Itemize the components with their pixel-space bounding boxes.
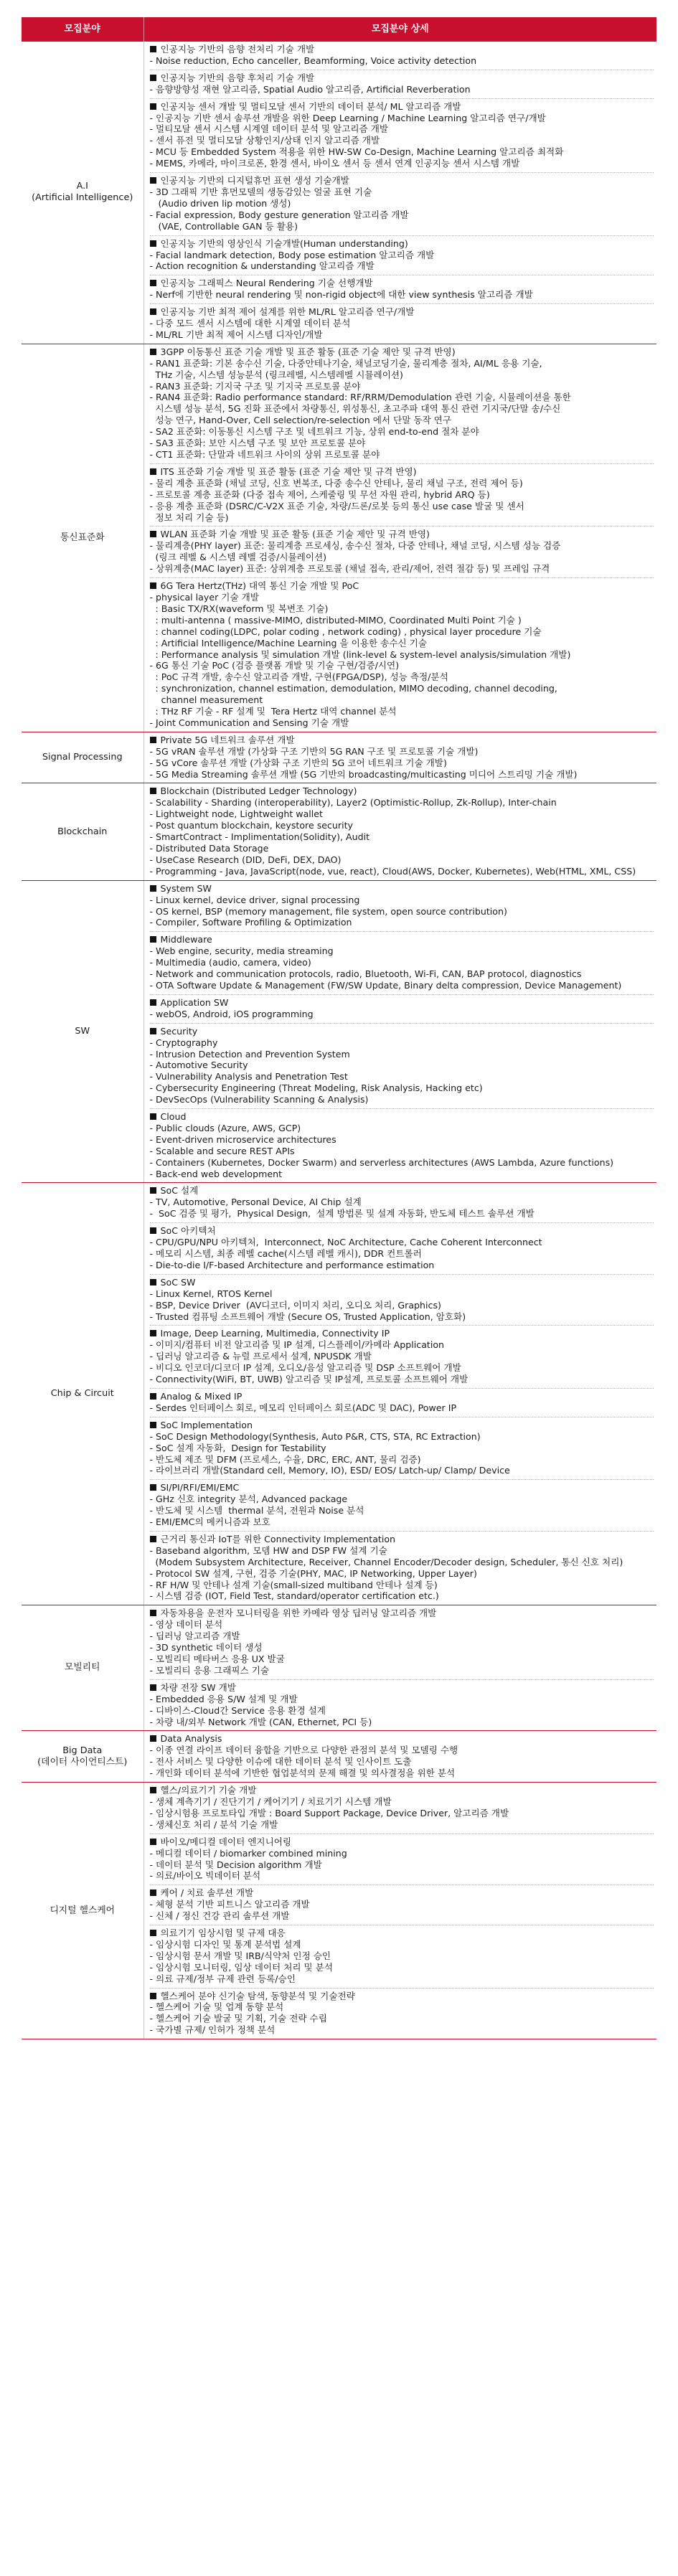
detail-item: - 3D 그래픽 기반 휴먼모델의 생동감있는 얼굴 표현 기술 bbox=[149, 186, 372, 197]
table-header-row bbox=[22, 17, 656, 42]
detail-block-title-text: 차량 전장 SW 개발 bbox=[160, 1681, 236, 1693]
detail-block-title-text: SoC 아키텍처 bbox=[160, 1225, 216, 1237]
detail-item: channel measurement bbox=[149, 694, 263, 706]
category-name: 디지털 헬스케어 bbox=[22, 1783, 143, 2039]
category-name: 통신표준화 bbox=[22, 344, 143, 732]
detail-item: : THz RF 기술 - RF 설계 및 Tera Hertz 대역 channel 분석 bbox=[149, 706, 397, 717]
detail-item: - MCU 등 Embedded System 적용을 위한 HW-SW Co-Design, Machine Learning 알고리즘 최적화 bbox=[149, 146, 564, 158]
detail-block-title bbox=[150, 934, 654, 945]
detail-item: - 차량 내/외부 Network 개발 (CAN, Ethernet, PCI 등) bbox=[149, 1716, 372, 1727]
square-bullet-icon bbox=[150, 1610, 156, 1616]
detail-block-title bbox=[150, 785, 654, 797]
square-bullet-icon bbox=[150, 240, 156, 247]
detail-block-title-text: SoC SW bbox=[160, 1276, 196, 1288]
detail-item: - 헬스케어 기술 및 업계 동향 분석 bbox=[149, 2001, 284, 2013]
detail-block bbox=[150, 99, 654, 173]
detail-block bbox=[150, 464, 654, 527]
detail-block-title-text: 근거리 통신과 IoT를 위한 Connectivity Implementation bbox=[160, 1533, 396, 1544]
detail-item: 정보 처리 기술 등) bbox=[149, 511, 229, 523]
detail-block-title-text: 6G Tera Hertz(THz) 대역 통신 기술 개발 및 PoC bbox=[160, 580, 359, 592]
detail-item: - 데이터 분석 및 Decision algorithm 개발 bbox=[149, 1859, 322, 1870]
detail-item: - SoC 검증 및 평가, Physical Design, 설계 방법론 및 설계 자동화, 반도체 테스트 솔루션 개발 bbox=[149, 1208, 535, 1219]
detail-item: THz 기술, 시스템 성능분석 (링크레벨, 시스템레벨 시뮬레이션) bbox=[149, 369, 403, 380]
detail-block bbox=[150, 732, 654, 783]
detail-item: - RF H/W 및 안테나 설계 기술(small-sized multiband 안테나 설계 등) bbox=[149, 1579, 438, 1590]
detail-item: - Action recognition & understanding 알고리즘 개발 bbox=[149, 260, 375, 272]
detail-item: - 시스템 검증 (IOT, Field Test, standard/operator certification etc.) bbox=[149, 1590, 439, 1602]
detail-item: : Performance analysis 및 simulation 개발 (link-level & system-level analysis/simulation 개발) bbox=[149, 648, 571, 660]
square-bullet-icon bbox=[150, 1028, 156, 1034]
detail-item: - Facial expression, Body gesture generation 알고리즘 개발 bbox=[149, 209, 409, 220]
detail-item: (링크 레벨 & 시스템 레벨 검증/시뮬레이션) bbox=[149, 552, 327, 563]
detail-item: - Linux Kernel, RTOS Kernel bbox=[149, 1288, 273, 1299]
detail-block bbox=[150, 275, 654, 304]
detail-block bbox=[150, 173, 654, 236]
detail-block-title bbox=[150, 997, 654, 1009]
detail-item: - RAN1 표준화: 기본 송수신 기술, 다중안테나기술, 채널코딩기술, 물리계층 절차, AI/ML 응용 기술, bbox=[149, 357, 542, 369]
detail-block-title-text: 인공지능 센서 개발 및 멀티모달 센서 기반의 데이터 분석/ ML 알고리즘 개발 bbox=[160, 100, 461, 112]
detail-block-title bbox=[150, 278, 654, 289]
detail-block bbox=[150, 1834, 654, 1886]
detail-block-title bbox=[150, 529, 654, 540]
category-row bbox=[22, 1605, 656, 1731]
detail-item: : channel coding(LDPC, polar coding , network coding) , physical layer procedure 기술 bbox=[149, 626, 542, 637]
detail-item: - Baseband algorithm, 모뎀 HW and DSP FW 설계 기술 bbox=[149, 1544, 387, 1556]
detail-block-title-text: Private 5G 네트워크 솔루션 개발 bbox=[160, 734, 295, 745]
detail-item: : Basic TX/RX(waveform 및 복변조 기술) bbox=[149, 603, 329, 614]
detail-block-title bbox=[150, 72, 654, 84]
detail-block bbox=[150, 42, 654, 70]
detail-block-title-text: Middleware bbox=[160, 934, 212, 945]
detail-item: - 메디컬 데이터 / biomarker combined mining bbox=[149, 1847, 347, 1859]
detail-item: : Artificial Intelligence/Machine Learning 을 이용한 송수신 기술 bbox=[149, 637, 427, 648]
detail-block-title-text: SoC Implementation bbox=[160, 1419, 253, 1430]
detail-block-title-text: ITS 표준화 기술 개발 및 표준 활동 (표준 기술 제안 및 규격 반영) bbox=[160, 466, 417, 477]
square-bullet-icon bbox=[150, 1930, 156, 1936]
category-details bbox=[143, 42, 656, 344]
detail-item: 성능 연구, Hand-Over, Cell selection/re-selection 에서 단말 동작 연구 bbox=[149, 415, 452, 426]
square-bullet-icon bbox=[150, 1839, 156, 1845]
square-bullet-icon bbox=[150, 1484, 156, 1491]
detail-item: - Distributed Data Storage bbox=[149, 843, 269, 854]
detail-item: - OS kernel, BSP (memory management, file system, open source contribution) bbox=[149, 905, 507, 917]
detail-item: - Back-end web development bbox=[149, 1168, 283, 1179]
detail-block-title bbox=[150, 1482, 654, 1494]
detail-item: : PoC 규격 개발, 송수신 알고리즘 개발, 구현(FPGA/DSP), 성능 측정/분석 bbox=[149, 671, 448, 683]
square-bullet-icon bbox=[150, 1422, 156, 1428]
detail-item: - Scalable and secure REST APIs bbox=[149, 1145, 295, 1156]
detail-block-title bbox=[150, 1328, 654, 1339]
detail-block-title bbox=[150, 101, 654, 113]
detail-block-title-text: Cloud bbox=[160, 1111, 187, 1123]
square-bullet-icon bbox=[150, 1393, 156, 1400]
detail-item: - 5G vCore 솔루션 개발 (가상화 구조 기반의 5G 코어 네트워크 기술 개발) bbox=[149, 757, 447, 768]
square-bullet-icon bbox=[150, 582, 156, 589]
square-bullet-icon bbox=[150, 788, 156, 794]
detail-item: - 체형 분석 기반 피트니스 알고리즘 개발 bbox=[149, 1899, 310, 1910]
detail-block-title-text: 헬스/의료기기 기술 개발 bbox=[160, 1785, 257, 1796]
detail-item: - 센서 퓨전 및 멀티모달 상황인지/상태 인지 알고리즘 개발 bbox=[149, 135, 380, 146]
category-name: SW bbox=[22, 880, 143, 1183]
detail-block-title-text: 헬스케어 분야 신기술 탐색, 동향분석 및 기술전략 bbox=[160, 1990, 355, 2001]
detail-item: - 물리계층(PHY layer) 표준: 물리계층 프로세싱, 송수신 절차, 다중 안테나, 채널 코딩, 시스템 성능 검증 bbox=[149, 540, 561, 552]
detail-block-title bbox=[150, 1785, 654, 1796]
detail-block bbox=[150, 1988, 654, 2039]
detail-item: - 모빌리티 메타버스 응용 UX 발굴 bbox=[149, 1653, 285, 1664]
detail-item: - 비디오 인코더/디코더 IP 설계, 오디오/음성 알고리즘 및 DSP 소프트웨어 개발 bbox=[149, 1362, 461, 1374]
detail-block-title-text: 의료기기 임상시험 및 규제 대응 bbox=[160, 1928, 286, 1939]
detail-item: - Linux kernel, device driver, signal processing bbox=[149, 894, 360, 905]
detail-block-title bbox=[150, 346, 654, 358]
detail-block-title bbox=[150, 1682, 654, 1694]
detail-block bbox=[150, 1417, 654, 1481]
detail-block bbox=[150, 1731, 654, 1782]
detail-item: - 딥러닝 알고리즘 개발 bbox=[149, 1631, 240, 1642]
detail-item: - SoC 설계 자동화, Design for Testability bbox=[149, 1442, 326, 1453]
detail-item: - 반도체 제조 및 DFM (프로세스, 수율, DRC, ERC, ANT, 물리 검증) bbox=[149, 1453, 421, 1465]
category-details bbox=[143, 732, 656, 783]
detail-item: - GHz 신호 integrity 분석, Advanced package bbox=[149, 1494, 348, 1505]
header-category: 모집분야 bbox=[22, 17, 143, 42]
category-row bbox=[22, 42, 656, 344]
square-bullet-icon bbox=[150, 1227, 156, 1234]
category-row bbox=[22, 1783, 656, 2039]
category-details bbox=[143, 1731, 656, 1783]
category-name: Chip & Circuit bbox=[22, 1183, 143, 1605]
category-details bbox=[143, 783, 656, 880]
category-row bbox=[22, 344, 656, 732]
detail-item: - Vulnerability Analysis and Penetration Test bbox=[149, 1071, 348, 1082]
detail-block-title bbox=[150, 580, 654, 592]
detail-item: (Modem Subsystem Architecture, Receiver, Channel Encoder/Decoder design, Scheduler, 통신 신호 처리) bbox=[149, 1556, 623, 1567]
detail-block-title-text: Data Analysis bbox=[160, 1733, 222, 1745]
category-row bbox=[22, 1731, 656, 1783]
detail-item: - 음향방향성 재현 알고리즘, Spatial Audio 알고리즘, Artificial Reverberation bbox=[149, 83, 471, 95]
detail-item: - Compiler, Software Profiling & Optimization bbox=[149, 917, 352, 928]
detail-block bbox=[150, 1680, 654, 1731]
detail-item: - UseCase Research (DID, DeFi, DEX, DAO) bbox=[149, 854, 342, 865]
detail-block-title bbox=[150, 1608, 654, 1619]
detail-block bbox=[150, 1183, 654, 1223]
detail-item: - 메모리 시스템, 최종 레벨 cache(시스템 레벨 캐시), DDR 컨트롤러 bbox=[149, 1248, 422, 1259]
detail-item: - 딥러닝 알고리즘 & 뉴럴 프로세서 설계, NPUSDK 개발 bbox=[149, 1351, 372, 1362]
detail-block-title-text: 인공지능 기반의 디지털휴먼 표현 생성 기술개발 bbox=[160, 175, 349, 187]
detail-block-title bbox=[150, 883, 654, 895]
detail-item: - ML/RL 기반 최적 제어 시스템 디자인/개발 bbox=[149, 329, 323, 340]
detail-item: - Containers (Kubernetes, Docker Swarm) and serverless architectures (AWS Lambda, Azure functions) bbox=[149, 1156, 614, 1168]
detail-block-title-text: 인공지능 기반의 음향 후처리 기술 개발 bbox=[160, 72, 315, 83]
square-bullet-icon bbox=[150, 75, 156, 81]
detail-item: - Scalability - Sharding (interoperability), Layer2 (Optimistic-Rollup, Zk-Rollup), Inter-chain bbox=[149, 797, 557, 808]
detail-item: - 개인화 데이터 분석에 기반한 협업분석의 문제 해결 및 의사결정을 위한 분석 bbox=[149, 1768, 456, 1779]
detail-block-title bbox=[150, 306, 654, 318]
detail-item: - 프로토콜 계층 표준화 (다중 접속 제어, 스케줄링 및 무선 자원 관리, hybrid ARQ 등) bbox=[149, 489, 490, 500]
detail-item: - Event-driven microservice architectures bbox=[149, 1133, 336, 1145]
detail-item: (VAE, Controllable GAN 등 활용) bbox=[149, 220, 298, 232]
detail-item: - TV, Automotive, Personal Device, AI Chip 설계 bbox=[149, 1197, 362, 1208]
detail-block bbox=[150, 881, 654, 933]
detail-block-title bbox=[150, 1928, 654, 1939]
detail-item: - RAN3 표준화: 기지국 구조 및 기지국 프로토콜 분야 bbox=[149, 380, 361, 392]
detail-item: - Network and communication protocols, radio, Bluetooth, Wi-Fi, CAN, BAP protocol, diagnostics bbox=[149, 968, 582, 980]
detail-item: - RAN4 표준화: Radio performance standard: RF/RRM/Demodulation 관련 기술, 시뮬레이션을 통한 bbox=[149, 392, 571, 403]
detail-block-title bbox=[150, 1026, 654, 1037]
detail-item: - 임상시험 문서 개발 및 IRB/식약처 인정 승인 bbox=[149, 1950, 331, 1961]
square-bullet-icon bbox=[150, 1279, 156, 1285]
square-bullet-icon bbox=[150, 737, 156, 743]
detail-item: - SmartContract - Implimentation(Solidity), Audit bbox=[149, 831, 370, 843]
detail-item: - Embedded 응용 S/W 설계 및 개발 bbox=[149, 1693, 298, 1704]
detail-block bbox=[150, 995, 654, 1024]
square-bullet-icon bbox=[150, 468, 156, 475]
detail-item: - SA3 표준화: 보안 시스템 구조 및 보안 프로토콜 분야 bbox=[149, 438, 366, 449]
detail-item: - 의료/바이오 빅데이터 분석 bbox=[149, 1870, 261, 1882]
detail-block-title-text: 바이오/메디컬 데이터 엔지니어링 bbox=[160, 1836, 292, 1847]
detail-item: - 응용 계층 표준화 (DSRC/C-V2X 표준 기술, 차량/드론/로봇 등의 통신 use case 발굴 및 센서 bbox=[149, 500, 524, 511]
detail-item: - 이미지/컴퓨터 비전 알고리즘 및 IP 설계, 디스플레이/카메라 Application bbox=[149, 1339, 445, 1351]
detail-item: - 국가별 규제/ 인허가 정책 분석 bbox=[149, 2024, 276, 2036]
detail-block bbox=[150, 1605, 654, 1679]
detail-item: - 헬스케어 기술 발굴 및 기획, 기술 전략 수립 bbox=[149, 2013, 327, 2024]
detail-item: - 임상시험 디자인 및 통계 분석법 설계 bbox=[149, 1938, 301, 1950]
square-bullet-icon bbox=[150, 1684, 156, 1691]
detail-block bbox=[150, 1532, 654, 1605]
detail-item: - OTA Software Update & Management (FW/SW Update, Binary delta compression, Device Management) bbox=[149, 979, 622, 991]
square-bullet-icon bbox=[150, 936, 156, 943]
square-bullet-icon bbox=[150, 1787, 156, 1793]
detail-item: - Web engine, security, media streaming bbox=[149, 945, 334, 957]
detail-item: - 신체 / 정신 건강 관리 솔루션 개발 bbox=[149, 1910, 290, 1922]
detail-block-title-text: Security bbox=[160, 1025, 198, 1037]
detail-item: - Automotive Security bbox=[149, 1060, 248, 1071]
detail-item: - 상위계층(MAC layer) 표준: 상위계층 프로토콜 (채널 접속, 관리/제어, 전력 절감 등) 및 프레임 규격 bbox=[149, 563, 550, 575]
detail-block-title bbox=[150, 175, 654, 187]
detail-block-title bbox=[150, 1733, 654, 1745]
detail-item: - Cybersecurity Engineering (Threat Modeling, Risk Analysis, Hacking etc) bbox=[149, 1082, 483, 1094]
detail-block bbox=[150, 344, 654, 464]
detail-item: - 모빌리티 응용 그래픽스 기술 bbox=[149, 1664, 270, 1676]
detail-item: - 5G Media Streaming 솔루션 개발 (5G 기반의 broadcasting/multicasting 미디어 스트리밍 기술 개발) bbox=[149, 768, 578, 780]
detail-item: - Facial landmark detection, Body pose estimation 알고리즘 개발 bbox=[149, 249, 435, 260]
category-details bbox=[143, 1183, 656, 1605]
detail-block-title bbox=[150, 238, 654, 250]
detail-item: - physical layer 기술 개발 bbox=[149, 591, 259, 603]
category-details bbox=[143, 1783, 656, 2039]
detail-block bbox=[150, 1109, 654, 1182]
detail-block bbox=[150, 932, 654, 995]
detail-item: - 임상시험 모니터링, 임상 데이터 처리 및 분석 bbox=[149, 1961, 334, 1973]
detail-item: - MEMS, 카메라, 마이크로폰, 환경 센서, 바이오 센서 등 센서 연계 인공지능 센서 시스템 개발 bbox=[149, 158, 520, 169]
detail-item: - Connectivity(WiFi, BT, UWB) 알고리즘 및 IP설계, 프로토콜 소프트웨어 개발 bbox=[149, 1374, 469, 1385]
detail-block bbox=[150, 578, 654, 732]
square-bullet-icon bbox=[150, 531, 156, 537]
detail-item: - 3D synthetic 데이터 생성 bbox=[149, 1642, 263, 1653]
detail-item: - Programming - Java, JavaScript(node, vue, react), Cloud(AWS, Docker, Kubernetes), Web(HTML, XML, CSS) bbox=[149, 865, 636, 877]
detail-item: - Die-to-die I/F-based Architecture and performance estimation bbox=[149, 1259, 435, 1270]
category-name: 모빌리티 bbox=[22, 1605, 143, 1731]
detail-block-title-text: 3GPP 이동통신 표준 기술 개발 및 표준 활동 (표준 기술 제안 및 규격 반영) bbox=[160, 346, 456, 357]
detail-item: - 의료 규제/정부 규제 관련 등록/승인 bbox=[149, 1973, 296, 1984]
detail-block bbox=[150, 1275, 654, 1326]
detail-block bbox=[150, 1783, 654, 1834]
detail-block bbox=[150, 783, 654, 879]
detail-block bbox=[150, 70, 654, 99]
detail-item: : synchronization, channel estimation, demodulation, MIMO decoding, channel decoding, bbox=[149, 683, 557, 694]
detail-item: - Noise reduction, Echo canceller, Beamforming, Voice activity detection bbox=[149, 55, 477, 66]
category-row bbox=[22, 880, 656, 1183]
square-bullet-icon bbox=[150, 349, 156, 355]
detail-block-title-text: Image, Deep Learning, Multimedia, Connectivity IP bbox=[160, 1328, 390, 1339]
detail-item: - 5G vRAN 솔루션 개발 (가상화 구조 기반의 5G RAN 구조 및 프로토콜 기술 개발) bbox=[149, 745, 479, 757]
detail-block bbox=[150, 1389, 654, 1417]
detail-item: - webOS, Android, iOS programming bbox=[149, 1008, 314, 1019]
detail-item: - 인공지능 기반 센서 솔루션 개발을 위한 Deep Learning / Machine Learning 알고리즘 연구/개발 bbox=[149, 112, 546, 123]
detail-block bbox=[150, 527, 654, 578]
category-details bbox=[143, 1605, 656, 1731]
detail-block bbox=[150, 1885, 654, 1925]
detail-item: - 6G 통신 기술 PoC (검증 플랫폼 개발 및 기술 구현/검증/시연) bbox=[149, 660, 400, 671]
detail-item: - Public clouds (Azure, AWS, GCP) bbox=[149, 1122, 301, 1133]
detail-block-title-text: 자동차용을 운전자 모니터링을 위한 카메라 영상 딥러닝 알고리즘 개발 bbox=[160, 1608, 437, 1619]
detail-block bbox=[150, 304, 654, 344]
detail-item: - 전사 서비스 및 다양한 이슈에 대한 데이터 분석 및 인사이트 도출 bbox=[149, 1756, 412, 1768]
detail-block-title-text: Application SW bbox=[160, 996, 229, 1008]
detail-item: - Lightweight node, Lightweight wallet bbox=[149, 808, 323, 820]
detail-item: - 생체 계측기기 / 진단기기 / 케어기기 / 치료기기 시스템 개발 bbox=[149, 1796, 392, 1807]
detail-block-title bbox=[150, 1225, 654, 1237]
category-name: Signal Processing bbox=[22, 732, 143, 783]
detail-block-title-text: 인공지능 그래픽스 Neural Rendering 기술 선행개발 bbox=[160, 278, 373, 289]
square-bullet-icon bbox=[150, 1735, 156, 1742]
category-details bbox=[143, 344, 656, 732]
table-body bbox=[22, 42, 656, 2039]
category-details bbox=[143, 880, 656, 1183]
detail-item: - SA2 표준화: 이동통신 시스템 구조 및 네트워크 기능, 상위 end-to-end 절차 분야 bbox=[149, 426, 479, 438]
category-row bbox=[22, 783, 656, 880]
category-row bbox=[22, 1183, 656, 1605]
detail-item: - EMI/EMC의 메커니즘과 보호 bbox=[149, 1516, 270, 1528]
detail-item: : multi-antenna ( massive-MIMO, distributed-MIMO, Coordinated Multi Point 기술 ) bbox=[149, 614, 522, 626]
detail-block-title-text: SI/PI/RFI/EMI/EMC bbox=[160, 1482, 240, 1494]
detail-block bbox=[150, 1024, 654, 1109]
detail-item: (Audio driven lip motion 생성) bbox=[149, 197, 291, 209]
detail-item: - CPU/GPU/NPU 아키텍처, Interconnect, NoC Architecture, Cache Coherent Interconnect bbox=[149, 1237, 542, 1248]
detail-item: - CT1 표준화: 단말과 네트워크 사이의 상위 프로토콜 분야 bbox=[149, 449, 380, 460]
detail-block-title bbox=[150, 44, 654, 55]
square-bullet-icon bbox=[150, 1536, 156, 1542]
square-bullet-icon bbox=[150, 46, 156, 52]
detail-block-title bbox=[150, 735, 654, 746]
detail-block-title bbox=[150, 1534, 654, 1545]
detail-block-title-text: SoC 설계 bbox=[160, 1185, 199, 1197]
detail-block-title bbox=[150, 1185, 654, 1197]
detail-block-title bbox=[150, 1991, 654, 2002]
detail-item: - Joint Communication and Sensing 기술 개발 bbox=[149, 717, 349, 728]
detail-block bbox=[150, 1223, 654, 1275]
detail-item: - DevSecOps (Vulnerability Scanning & Analysis) bbox=[149, 1094, 369, 1105]
detail-item: - 영상 데이터 분석 bbox=[149, 1619, 223, 1631]
category-row bbox=[22, 732, 656, 783]
detail-block-title-text: Analog & Mixed IP bbox=[160, 1390, 243, 1402]
detail-item: 시스템 성능 분석, 5G 진화 표준에서 차량통신, 위성통신, 초고주파 대역 통신 관련 기지국/단말 송/수신 bbox=[149, 403, 561, 415]
square-bullet-icon bbox=[150, 1889, 156, 1896]
detail-item: - SoC Design Methodology(Synthesis, Auto P&R, CTS, STA, RC Extraction) bbox=[149, 1430, 481, 1442]
category-name: Blockchain bbox=[22, 783, 143, 880]
detail-block-title bbox=[150, 1391, 654, 1402]
detail-item: - Nerf에 기반한 neural rendering 및 non-rigid object에 대한 view synthesis 알고리즘 개발 bbox=[149, 289, 533, 301]
detail-block-title bbox=[150, 1420, 654, 1431]
detail-block-title bbox=[150, 1836, 654, 1848]
square-bullet-icon bbox=[150, 177, 156, 184]
detail-block-title bbox=[150, 466, 654, 478]
detail-block bbox=[150, 1480, 654, 1532]
detail-block bbox=[150, 236, 654, 276]
detail-block-title-text: 인공지능 기반 최적 제어 설계를 위한 ML/RL 알고리즘 연구/개발 bbox=[160, 306, 415, 318]
detail-item: - 다중 모드 센서 시스템에 대한 시계열 데이터 분석 bbox=[149, 318, 351, 329]
detail-item: - 반도체 및 시스템 thermal 분석, 전원과 Noise 분석 bbox=[149, 1505, 364, 1516]
square-bullet-icon bbox=[150, 280, 156, 286]
detail-item: - 임상시험용 프로토타입 개발 : Board Support Package, Device Driver, 알고리즘 개발 bbox=[149, 1807, 509, 1818]
detail-item: - Protocol SW 설계, 구현, 검증 기술(PHY, MAC, IP Networking, Upper Layer) bbox=[149, 1567, 477, 1579]
detail-item: - 디바이스-Cloud간 Service 응용 환경 설계 bbox=[149, 1704, 326, 1716]
detail-block-title bbox=[150, 1111, 654, 1123]
square-bullet-icon bbox=[150, 999, 156, 1006]
square-bullet-icon bbox=[150, 308, 156, 315]
detail-item: - 멀티모달 센서 시스템 시계열 데이터 분석 및 알고리즘 개발 bbox=[149, 123, 389, 135]
detail-block-title-text: WLAN 표준화 기술 개발 및 표준 활동 (표준 기술 제안 및 규격 반영) bbox=[160, 529, 430, 540]
square-bullet-icon bbox=[150, 103, 156, 110]
detail-item: - Cryptography bbox=[149, 1037, 218, 1048]
detail-item: - BSP, Device Driver (AV디코더, 이미지 처리, 오디오 처리, Graphics) bbox=[149, 1299, 441, 1311]
square-bullet-icon bbox=[150, 1113, 156, 1120]
detail-block-title-text: 인공지능 기반의 영상인식 기술개발(Human understanding) bbox=[160, 237, 408, 249]
detail-item: - 이종 연결 라이프 데이터 융합을 기반으로 다양한 관점의 분석 및 모델링 수행 bbox=[149, 1745, 458, 1756]
square-bullet-icon bbox=[150, 1330, 156, 1336]
square-bullet-icon bbox=[150, 1993, 156, 1999]
detail-item: - Post quantum blockchain, keystore security bbox=[149, 820, 353, 831]
detail-block-title-text: 인공지능 기반의 음향 전처리 기술 개발 bbox=[160, 44, 315, 55]
square-bullet-icon bbox=[150, 1187, 156, 1194]
detail-block-title-text: System SW bbox=[160, 882, 212, 894]
detail-item: - 생체신호 처리 / 분석 기술 개발 bbox=[149, 1818, 278, 1830]
detail-block-title-text: 케어 / 치료 솔루션 개발 bbox=[160, 1887, 254, 1899]
detail-item: - 라이브러리 개발(Standard cell, Memory, IO), ESD/ EOS/ Latch-up/ Clamp/ Device bbox=[149, 1465, 510, 1476]
detail-block-title bbox=[150, 1277, 654, 1288]
recruit-table bbox=[22, 17, 656, 2039]
category-name: A.I (Artificial Intelligence) bbox=[22, 42, 143, 344]
detail-block bbox=[150, 1326, 654, 1389]
detail-block-title bbox=[150, 1887, 654, 1899]
detail-item: - Multimedia (audio, camera, video) bbox=[149, 957, 311, 968]
square-bullet-icon bbox=[150, 885, 156, 892]
header-detail: 모집분야 상세 bbox=[143, 17, 656, 42]
detail-item: - Intrusion Detection and Prevention System bbox=[149, 1048, 350, 1060]
detail-item: - 물리 계층 표준화 (채널 코딩, 신호 변복조, 다중 송수신 안테나, 물리 채널 구조, 전력 제어 등) bbox=[149, 477, 523, 489]
detail-item: - Serdes 인터페이스 회로, 메모리 인터페이스 회로(ADC 및 DAC), Power IP bbox=[149, 1402, 457, 1413]
category-name: Big Data (데이터 사이언티스트) bbox=[22, 1731, 143, 1783]
detail-item: - Trusted 컴퓨팅 소프트웨어 개발 (Secure OS, Trusted Application, 암호화) bbox=[149, 1311, 466, 1322]
detail-block-title-text: Blockchain (Distributed Ledger Technology) bbox=[160, 785, 357, 797]
detail-block bbox=[150, 1925, 654, 1988]
